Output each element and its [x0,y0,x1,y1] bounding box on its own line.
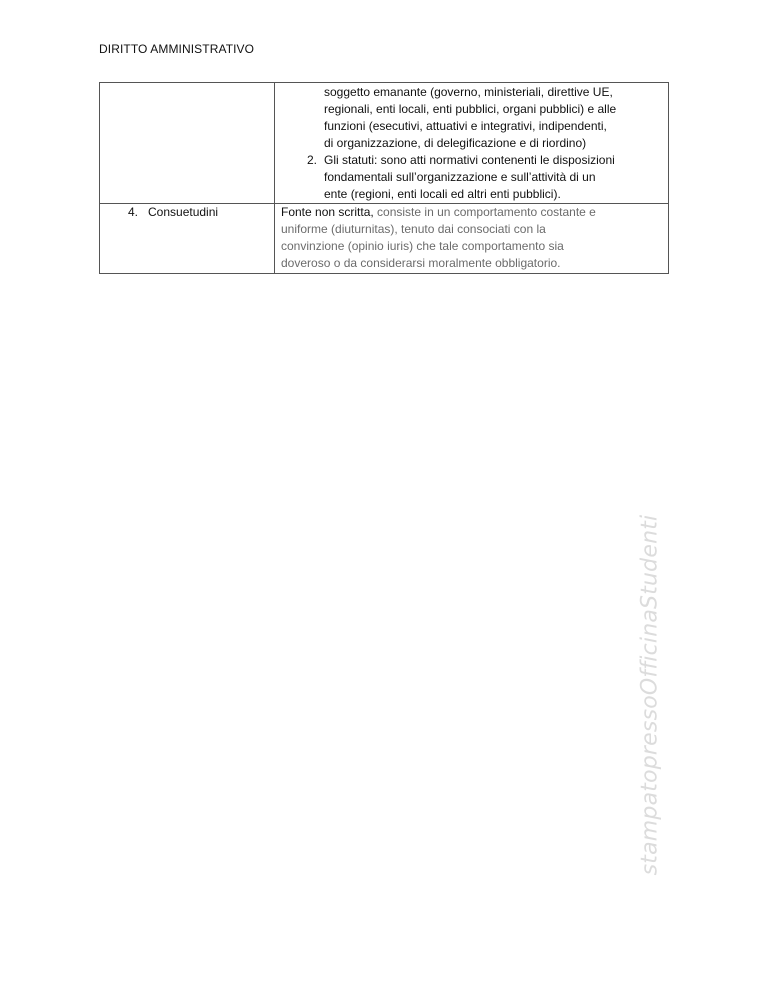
list-item-statuti [281,152,662,203]
table-cell-definition [275,204,669,274]
list-item-text [324,152,662,203]
definition-line: uniforme (diuturnitas), tenuto dai consociati con la [281,222,546,236]
source-number: 4. [127,205,138,219]
definition-term: Fonte non scritta, [281,205,378,219]
table-cell-regulations [275,83,669,204]
definition-block [275,204,668,273]
list-item-line: fondamentali sull’organizzazione e sull’attività di un [324,170,596,184]
list-item-line: ente (regioni, enti locali ed altri enti pubblici). [324,187,561,201]
table-cell-source-label [100,204,275,274]
source-label: Consuetudini [148,205,219,219]
definition-first-line [281,204,662,221]
continuation-line: regionali, enti locali, enti pubblici, organi pubblici) e alle [324,102,617,116]
definition-text: consiste in un comportamento costante e [377,205,596,219]
watermark-text: stampatopressoOfficinaStudenti [637,514,663,876]
sources-table [99,82,669,274]
definition-line: doveroso o da considerarsi moralmente obbligatorio. [281,256,561,270]
table-row [100,83,669,204]
table-row [100,204,669,274]
list-item-number: 2. [306,153,317,167]
continuation-line: soggetto emanante (governo, ministeriali, direttive UE, [324,85,613,99]
regulations-continuation [275,83,668,203]
definition-line: convinzione (opinio iuris) che tale comportamento sia [281,239,564,253]
table-cell-empty [100,83,275,204]
page-header-title: DIRITTO AMMINISTRATIVO [99,42,255,56]
continuation-line: di organizzazione, di delegificazione e di riordino) [324,136,587,150]
continuation-line: funzioni (esecutivi, attuativi e integrativi, indipendenti, [324,119,607,133]
list-item-line: Gli statuti: sono atti normativi contenenti le disposizioni [324,153,615,167]
source-entry [100,204,274,221]
